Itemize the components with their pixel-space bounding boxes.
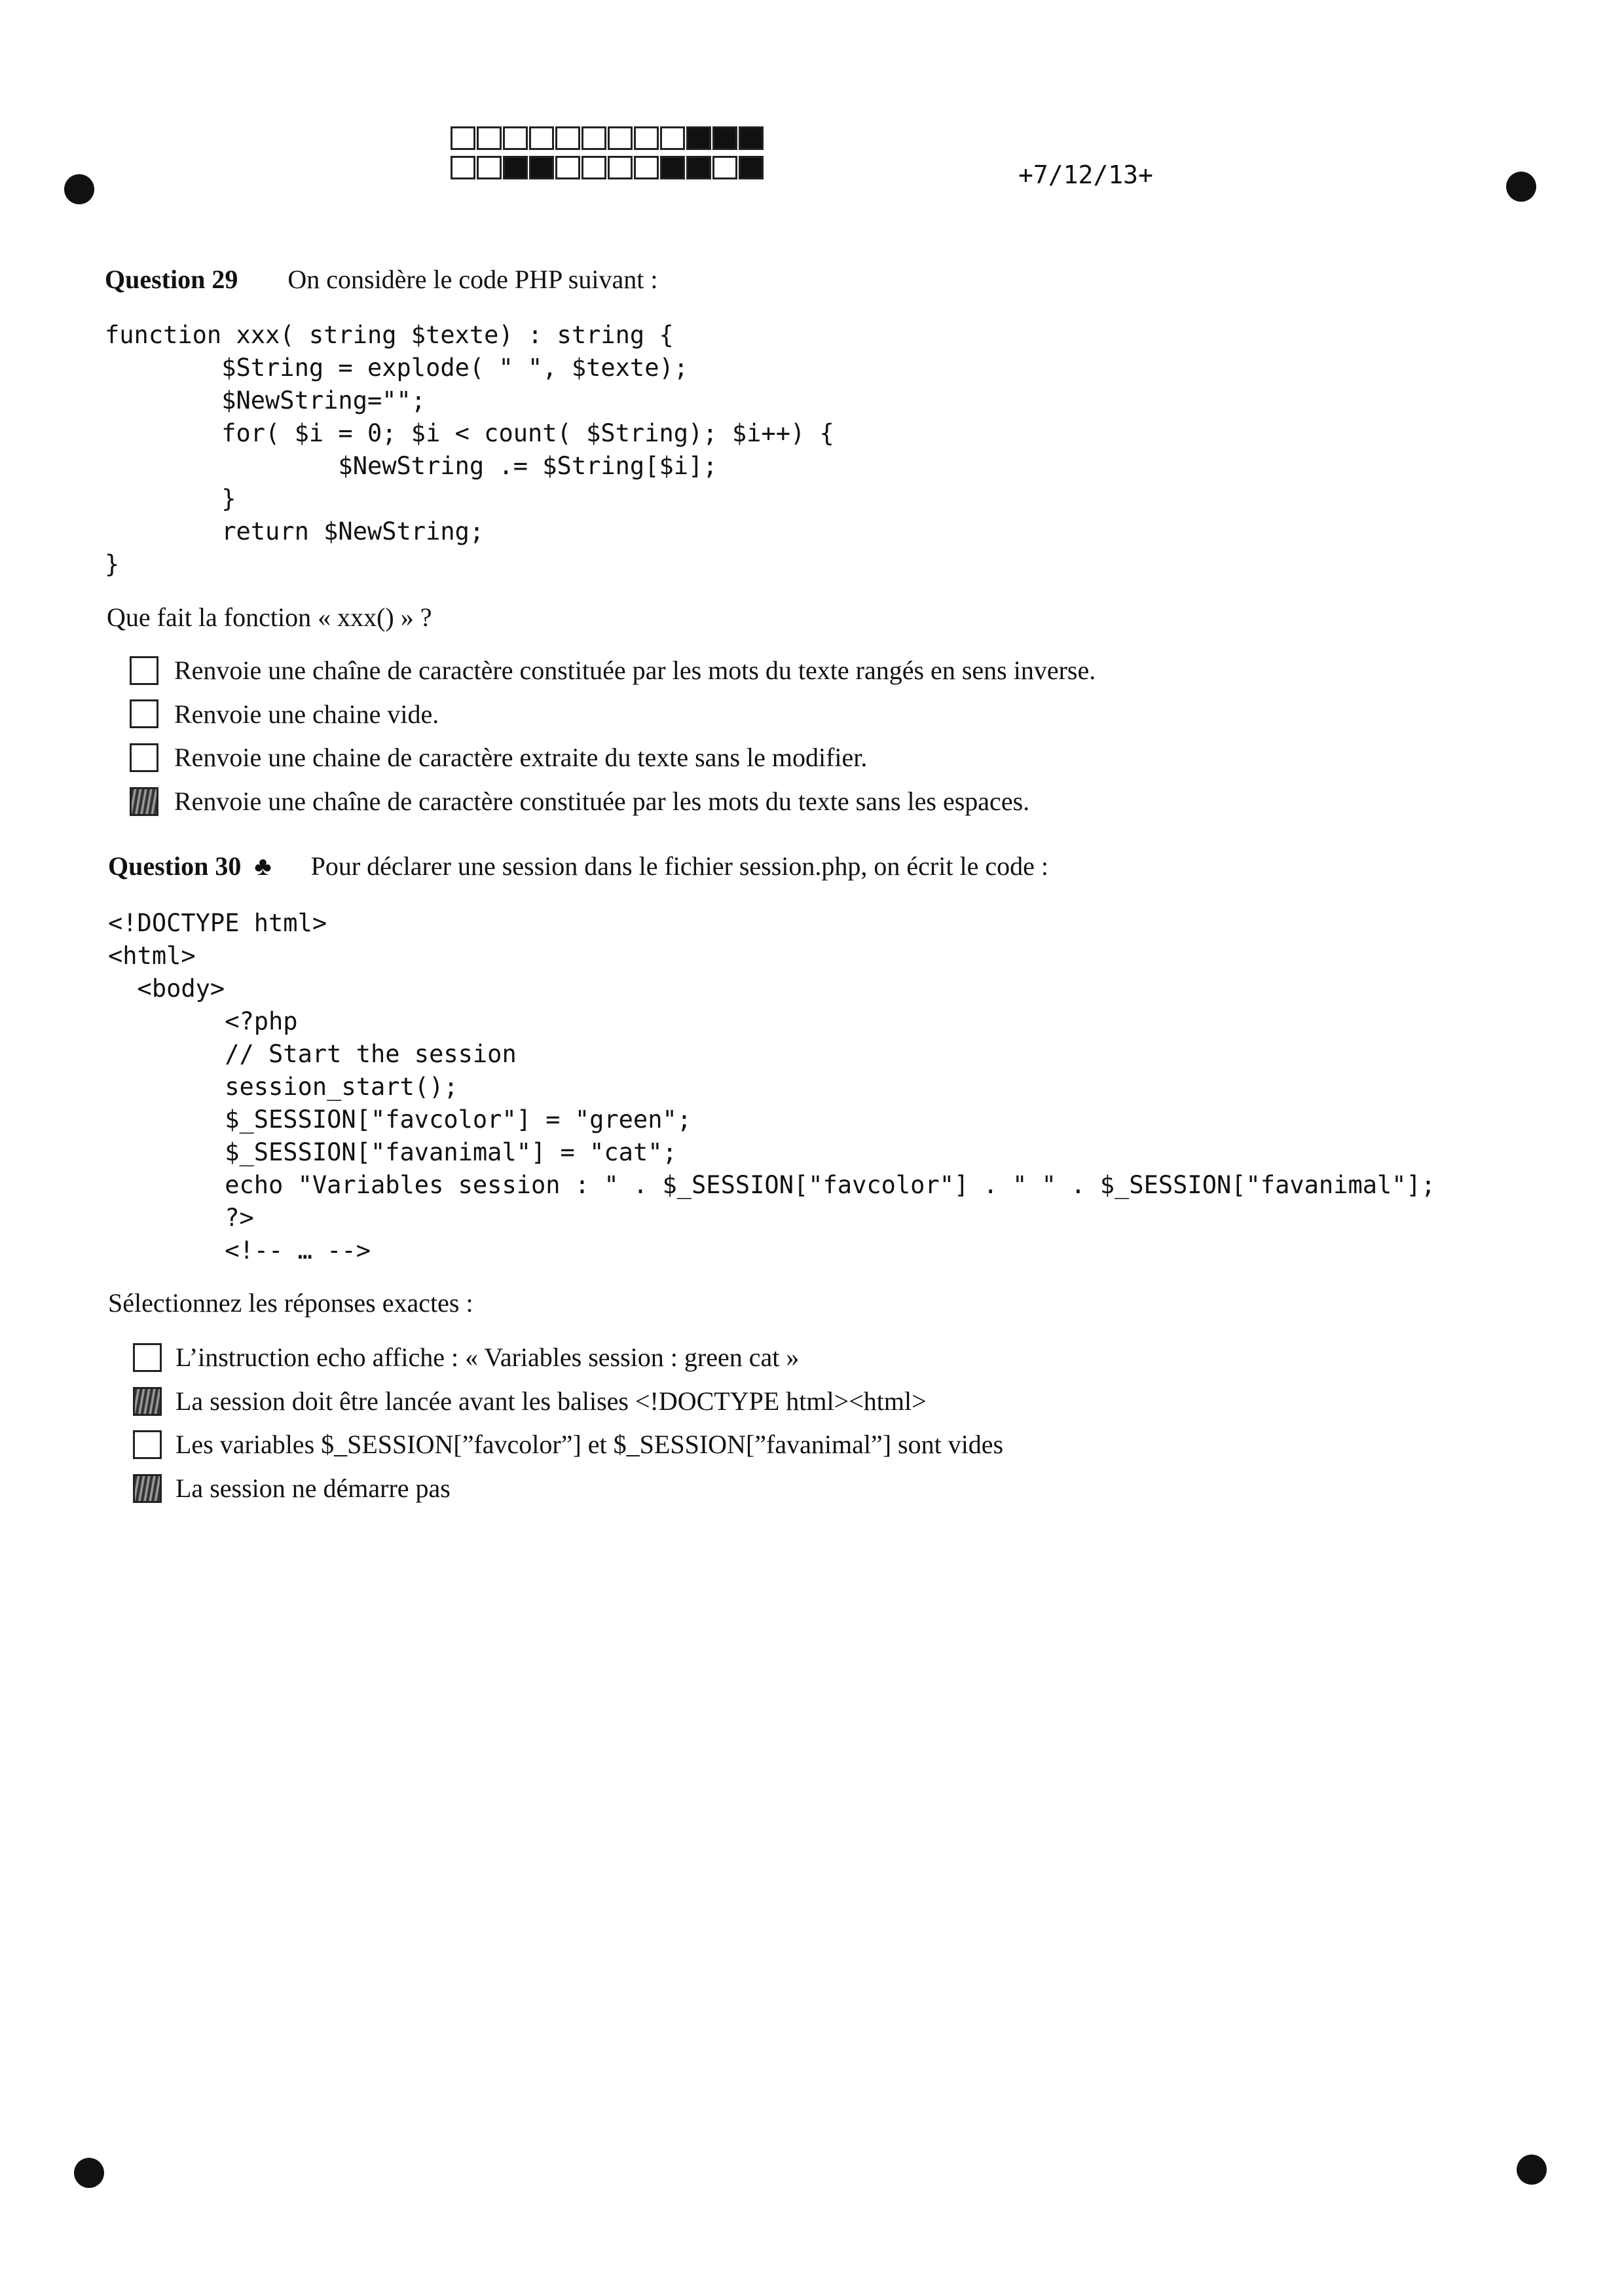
barcode-cell [529,156,554,179]
barcode-cell [581,156,606,179]
corner-mark-top-left [64,174,94,204]
q29-choice-4-text: Renvoie une chaîne de caractère constituée par les mots du texte sans les espaces. [174,787,1030,816]
barcode-cell [739,126,764,150]
barcode-cell [608,156,633,179]
question-29-prompt: Que fait la fonction « xxx() » ? [107,602,432,632]
barcode-cell [529,126,554,150]
question-30-header [108,850,1048,883]
barcode-cell [712,126,737,150]
barcode-cell [503,126,528,150]
barcode-cell [555,156,580,179]
q30-choice-2-text: La session doit être lancée avant les balises <!DOCTYPE html><html> [175,1386,927,1416]
barcode-cell [686,156,711,179]
barcode-cell [660,156,685,179]
club-icon: ♣ [254,851,272,881]
barcode-cell [608,126,633,150]
q30-choice-3-checkbox[interactable] [133,1430,162,1459]
q30-choice-1-checkbox[interactable] [133,1343,162,1372]
barcode-row-1 [451,126,765,150]
q29-choice-1-text: Renvoie une chaîne de caractère constituée par les mots du texte rangés en sens inverse. [174,656,1096,685]
corner-mark-top-right [1506,172,1536,202]
q30-choice-2-checkbox[interactable] [133,1387,162,1416]
page-id: +7/12/13+ [1018,160,1153,189]
q29-choice-2-text: Renvoie une chaine vide. [174,699,439,729]
question-29-header [105,263,657,296]
barcode-cell [712,156,737,179]
page-barcode [451,126,765,179]
barcode-cell [634,156,659,179]
question-30-intro: Pour déclarer une session dans le fichier session.php, on écrit le code : [310,851,1048,881]
barcode-cell [581,126,606,150]
barcode-cell [634,126,659,150]
barcode-cell [451,156,475,179]
q29-choice-2-checkbox[interactable] [130,699,158,728]
barcode-cell [477,156,502,179]
question-30-label: Question 30 [108,851,242,881]
question-29-intro: On considère le code PHP suivant : [287,265,658,294]
corner-mark-bottom-left [74,2158,104,2188]
barcode-row-2 [451,156,765,179]
question-29-code: function xxx( string $texte) : string { $String = explode( " ", $texte); $NewString=""; for( $i = 0; $i < count( $String); $i++) { $NewString .= $String[$i]; } return $NewString; } [105,321,834,578]
barcode-cell [503,156,528,179]
barcode-cell [555,126,580,150]
question-29-label: Question 29 [105,265,238,294]
q29-choice-3-checkbox[interactable] [130,743,158,772]
barcode-cell [451,126,475,150]
corner-mark-bottom-right [1517,2155,1547,2185]
barcode-cell [686,126,711,150]
q29-choice-3-text: Renvoie une chaine de caractère extraite du texte sans le modifier. [174,743,868,772]
question-30-code: <!DOCTYPE html> <html> <body> <?php // Start the session session_start(); $_SESSION["favcolor"] = "green"; $_SESSION["favanimal"] = "cat"; echo "Variables session : " . $_SESSION["favcolor"] . " " . $_SESSION["favanimal"]; ?> <!-- … --> [108,909,1436,1265]
q30-choice-4-text: La session ne démarre pas [175,1473,451,1503]
barcode-cell [477,126,502,150]
barcode-cell [739,156,764,179]
q30-choice-1-text: L’instruction echo affiche : « Variables session : green cat » [175,1342,800,1372]
q30-choice-4-checkbox[interactable] [133,1474,162,1503]
q30-choice-3-text: Les variables $_SESSION[”favcolor”] et $_SESSION[”favanimal”] sont vides [175,1430,1004,1459]
q29-choice-1-checkbox[interactable] [130,656,158,685]
question-30-prompt: Sélectionnez les réponses exactes : [108,1288,473,1318]
q29-choice-4-checkbox[interactable] [130,787,158,816]
barcode-cell [660,126,685,150]
